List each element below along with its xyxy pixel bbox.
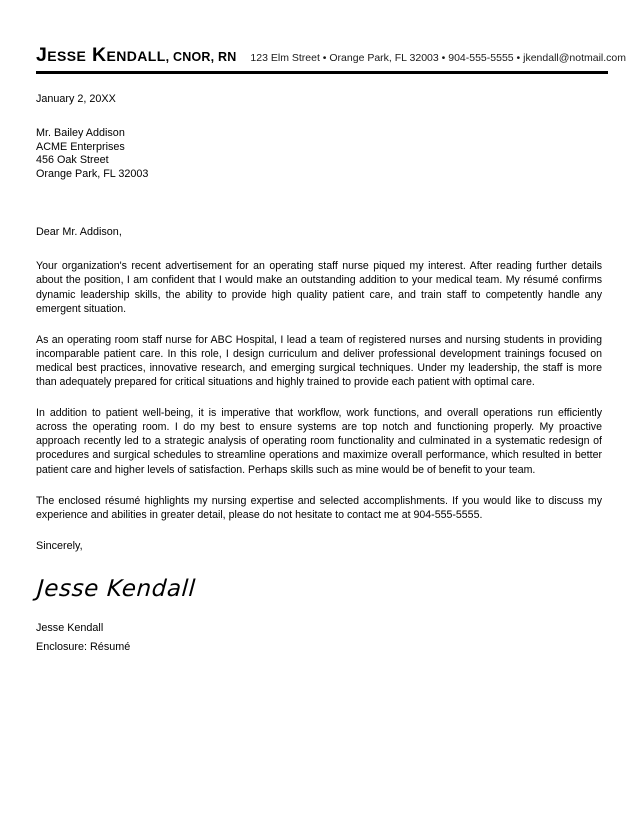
letter-date: January 2, 20XX bbox=[36, 93, 116, 105]
recipient-address-block bbox=[36, 127, 602, 181]
enclosure-note: Enclosure: Résumé bbox=[36, 640, 131, 653]
body-paragraph-4: The enclosed résumé highlights my nursing expertise and selected accomplishments. If you would like to discuss my experience and abilities in greater detail, please do not hesitate to contact me at 904-555-5555. bbox=[36, 494, 602, 521]
recipient-street: 456 Oak Street bbox=[36, 154, 109, 167]
recipient-company: ACME Enterprises bbox=[36, 140, 125, 153]
body-paragraph-2: As an operating room staff nurse for ABC Hospital, I lead a team of registered nurses and nursing students in providing incomparable patient care. In this role, I design curriculum and deliver professional development trainings focused on medical best practices, innovative research, and emerging surgical techniques. Under my leadership, the staff is more than adequately prepared for critical situations and highly trained to provide each patient with optimal care. bbox=[36, 333, 602, 389]
letterhead-row bbox=[36, 44, 627, 67]
signer-printed-name: Jesse Kendall bbox=[36, 621, 104, 634]
letterhead-divider bbox=[36, 71, 608, 74]
letterhead bbox=[36, 44, 627, 74]
handwritten-signature: Jesse Kendall bbox=[36, 575, 197, 602]
sender-name: Jesse Kendall bbox=[36, 44, 166, 66]
sender-identity bbox=[36, 44, 236, 67]
salutation: Dear Mr. Addison, bbox=[36, 226, 122, 239]
letter-body bbox=[36, 92, 602, 654]
body-paragraph-1: Your organization's recent advertisement for an operating staff nurse piqued my interest. After reading further details about the position, I am confident that I would make an outstanding addition to your medical team. My résumé confirms dynamic leadership skills, the ability to provide high quality patient care, and train staff to competently handle any emergent situation. bbox=[36, 260, 602, 315]
sender-credentials: , CNOR, RN bbox=[165, 50, 237, 64]
closing-salutation: Sincerely, bbox=[36, 539, 83, 552]
recipient-name: Mr. Bailey Addison bbox=[36, 127, 125, 139]
body-paragraph-3: In addition to patient well-being, it is imperative that workflow, work functions, and overall operations run efficiently across the operating room. I do my best to ensure systems are top notch and functioning properly. My proactive approach recently led to a strategic analysis of operating room functionality and culminated in a systematic redesign of procedures and surgical schedules to streamline operations and maximize overall performance, which resulted in better patient care and higher levels of satisfaction. Perhaps skills such as mine would be of benefit to your team. bbox=[36, 407, 602, 476]
sender-contact-line: 123 Elm Street • Orange Park, FL 32003 • 904-555-5555 • jkendall@notmail.com bbox=[250, 52, 627, 64]
recipient-city-state-zip: Orange Park, FL 32003 bbox=[36, 167, 149, 180]
